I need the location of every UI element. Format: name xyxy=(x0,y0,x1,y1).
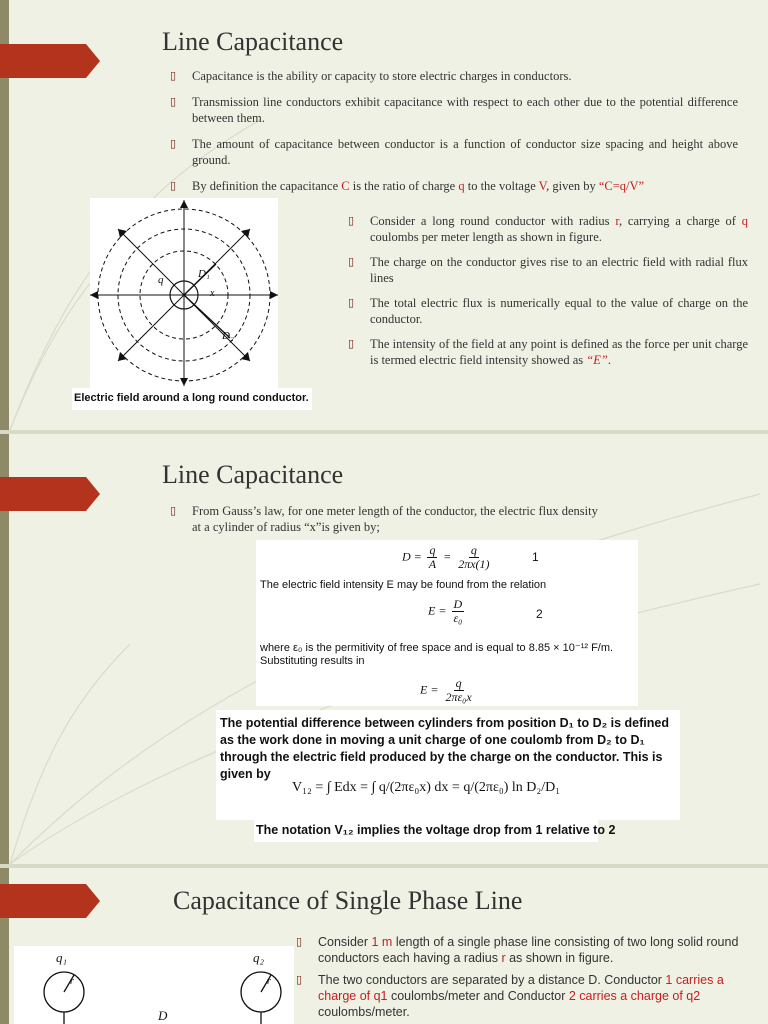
bullet-marker-icon: ▯ xyxy=(348,255,355,268)
slide-title: Line Capacitance xyxy=(162,27,344,56)
equation-1-number: 1 xyxy=(532,550,539,564)
equation-3: E = $\frac{q}{\text{2πε₀x}}$ xyxy=(420,676,472,705)
field-intensity-text: The electric field intensity E may be found from the relation xyxy=(260,579,547,591)
two-conductor-figure xyxy=(14,946,294,1024)
bullet-item: ▯ The two conductors are separated by a distance D. Conductor 1 carries a charge of q1 coulombs/meter and Conductor 2 carries a charge of q2 coulombs/meter. xyxy=(296,973,724,1019)
label-r2: r xyxy=(267,976,271,987)
bullet-list xyxy=(168,68,738,194)
figure-caption-box xyxy=(72,388,312,410)
title-arrow xyxy=(0,44,100,78)
field-diagram xyxy=(90,198,278,388)
v12-equation: V₁₂ = ∫ Edx = ∫ q/(2πε₀x) dx = q/(2πε₀) ln D₂/D₁ xyxy=(292,780,561,795)
label-distance: D xyxy=(158,1008,168,1023)
bullet-item: ▯ Consider 1 m length of a single phase line consisting of two long solid round conductors each having a radius r as shown in figure. xyxy=(296,935,739,965)
bullet-item: ▯ Capacitance is the ability or capacity to store electric charges in conductors. xyxy=(170,69,572,83)
bullet-marker-icon: ▯ xyxy=(348,337,355,350)
bullet-marker-icon: ▯ xyxy=(296,973,303,986)
label-q1: q₁ xyxy=(56,950,68,965)
bullet-marker-icon: ▯ xyxy=(348,214,355,227)
potential-box xyxy=(216,710,680,820)
right-bullet-list xyxy=(346,213,748,368)
label-q: q xyxy=(158,274,164,286)
label-r1: r xyxy=(70,976,74,987)
bullet-item: ▯ The intensity of the field at any point is defined as the force per unit charge is termed electric field intensity showed as “E”. xyxy=(348,337,748,367)
potential-text: The potential difference between cylinders from position D₁ to D₂ is defined as the work done in moving a unit charge of one coulomb from D₂ to D₁ through the electric field produced by the charge on the conductor. This is given by xyxy=(220,716,669,781)
bullet-item-definition: ▯ By definition the capacitance C is the ratio of charge q to the voltage V, given by “C=q/V” xyxy=(170,179,645,193)
bullet-marker-icon: ▯ xyxy=(348,296,355,309)
bullet-item: ▯ Transmission line conductors exhibit capacitance with respect to each other due to the potential difference between them. xyxy=(170,95,738,125)
bullet-marker-icon: ▯ xyxy=(170,504,177,517)
bullet-item: ▯ From Gauss’s law, for one meter length of the conductor, the electric flux density at a cylinder of radius “x”is given by; xyxy=(170,504,598,534)
bullet-marker-icon: ▯ xyxy=(170,95,177,108)
slide-3 xyxy=(0,868,768,1024)
title-arrow xyxy=(0,477,100,511)
label-d1: D₁ xyxy=(198,268,210,280)
bullet-list xyxy=(294,934,762,1020)
slide-title: Line Capacitance xyxy=(162,460,344,489)
bullet-item: ▯ The total electric flux is numerically equal to the value of charge on the conductor. xyxy=(348,296,748,326)
bullet-marker-icon: ▯ xyxy=(296,935,303,948)
slide-1 xyxy=(0,0,768,430)
label-d2: D₂ xyxy=(222,330,234,342)
slide-2 xyxy=(0,434,768,864)
label-x: x xyxy=(210,288,215,299)
substituting-text: Substituting results in xyxy=(260,655,365,667)
bullet-item: ▯ The amount of capacitance between conductor is a function of conductor size spacing and height above ground. xyxy=(170,137,738,167)
label-q2: q₂ xyxy=(253,950,265,965)
bullet-marker-icon: ▯ xyxy=(170,137,177,150)
permittivity-text: where ε₀ is the permitivity of free space and is equal to 8.85 × 10⁻¹² F/m. xyxy=(260,642,614,654)
notation-text: The notation V₁₂ implies the voltage drop from 1 relative to 2 xyxy=(256,823,616,837)
equation-2-number: 2 xyxy=(536,607,543,621)
figure-caption: Electric field around a long round conductor. xyxy=(74,392,309,404)
field-figure xyxy=(90,198,278,388)
bullet-item: ▯ The charge on the conductor gives rise to an electric field with radial flux lines xyxy=(348,255,748,285)
bullet-item: ▯ Consider a long round conductor with radius r, carrying a charge of q coulombs per meter length as shown in figure. xyxy=(348,214,748,244)
bullet-list xyxy=(168,503,598,535)
equation-2: E = $\frac{D}{\text{ε₀}}$ xyxy=(428,597,463,626)
slide-title: Capacitance of Single Phase Line xyxy=(173,886,523,915)
bullet-marker-icon: ▯ xyxy=(170,179,177,192)
bullet-marker-icon: ▯ xyxy=(170,69,177,82)
notation-box xyxy=(254,820,616,842)
title-arrow xyxy=(0,884,100,918)
equation-1: D = $\frac{q}{A}$ = $\frac{q}{2\pi x(1)}$ xyxy=(402,543,490,572)
equation-box xyxy=(256,540,638,706)
